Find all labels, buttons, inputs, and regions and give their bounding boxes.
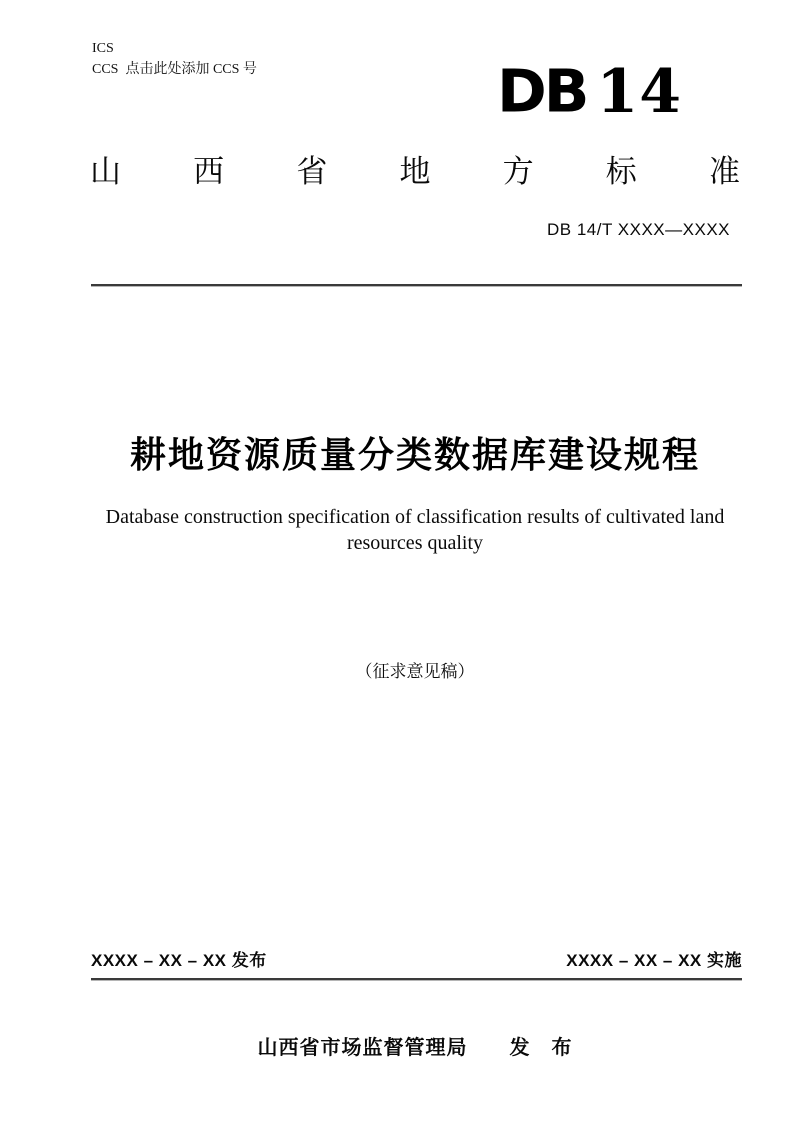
ics-label: ICS: [92, 41, 114, 56]
publisher-line: 山西省市场监督管理局 发 布: [257, 1037, 573, 1059]
db14-logo-prefix: DB: [496, 57, 587, 127]
standard-type-char: 标: [605, 154, 637, 189]
document-title-english: [90, 504, 740, 556]
db14-logo: [496, 57, 682, 127]
header-divider-line: [91, 284, 742, 286]
standard-type-char: 省: [296, 154, 328, 189]
classification-codes: [92, 38, 257, 80]
db14-logo-number: 14: [596, 57, 682, 127]
release-date: XXXX – XX – XX 发布: [91, 951, 267, 970]
date-row: [91, 951, 742, 971]
footer-divider-line: [91, 978, 742, 980]
ccs-label: CCS: [92, 62, 119, 77]
standard-number: DB 14/T XXXX—XXXX: [547, 220, 730, 239]
provincial-standard-title: [90, 156, 740, 187]
ccs-line: [92, 59, 257, 80]
standard-type-char: 山: [90, 154, 121, 189]
document-title-english-line1: Database construction specification of classification results of cultivated land: [105, 506, 725, 528]
draft-status-note: （征求意见稿）: [355, 662, 475, 681]
document-title-chinese: 耕地资源质量分类数据库建设规程: [129, 434, 700, 475]
standard-type-char: 地: [399, 154, 431, 189]
standard-type-char: 准: [708, 154, 740, 189]
ccs-placeholder-field[interactable]: 点击此处添加 CCS 号: [125, 62, 257, 77]
standard-type-char: 方: [502, 154, 534, 189]
standard-type-char: 西: [193, 154, 225, 189]
document-title-english-line2: resources quality: [346, 532, 484, 554]
implementation-date: XXXX – XX – XX 实施: [566, 951, 742, 970]
